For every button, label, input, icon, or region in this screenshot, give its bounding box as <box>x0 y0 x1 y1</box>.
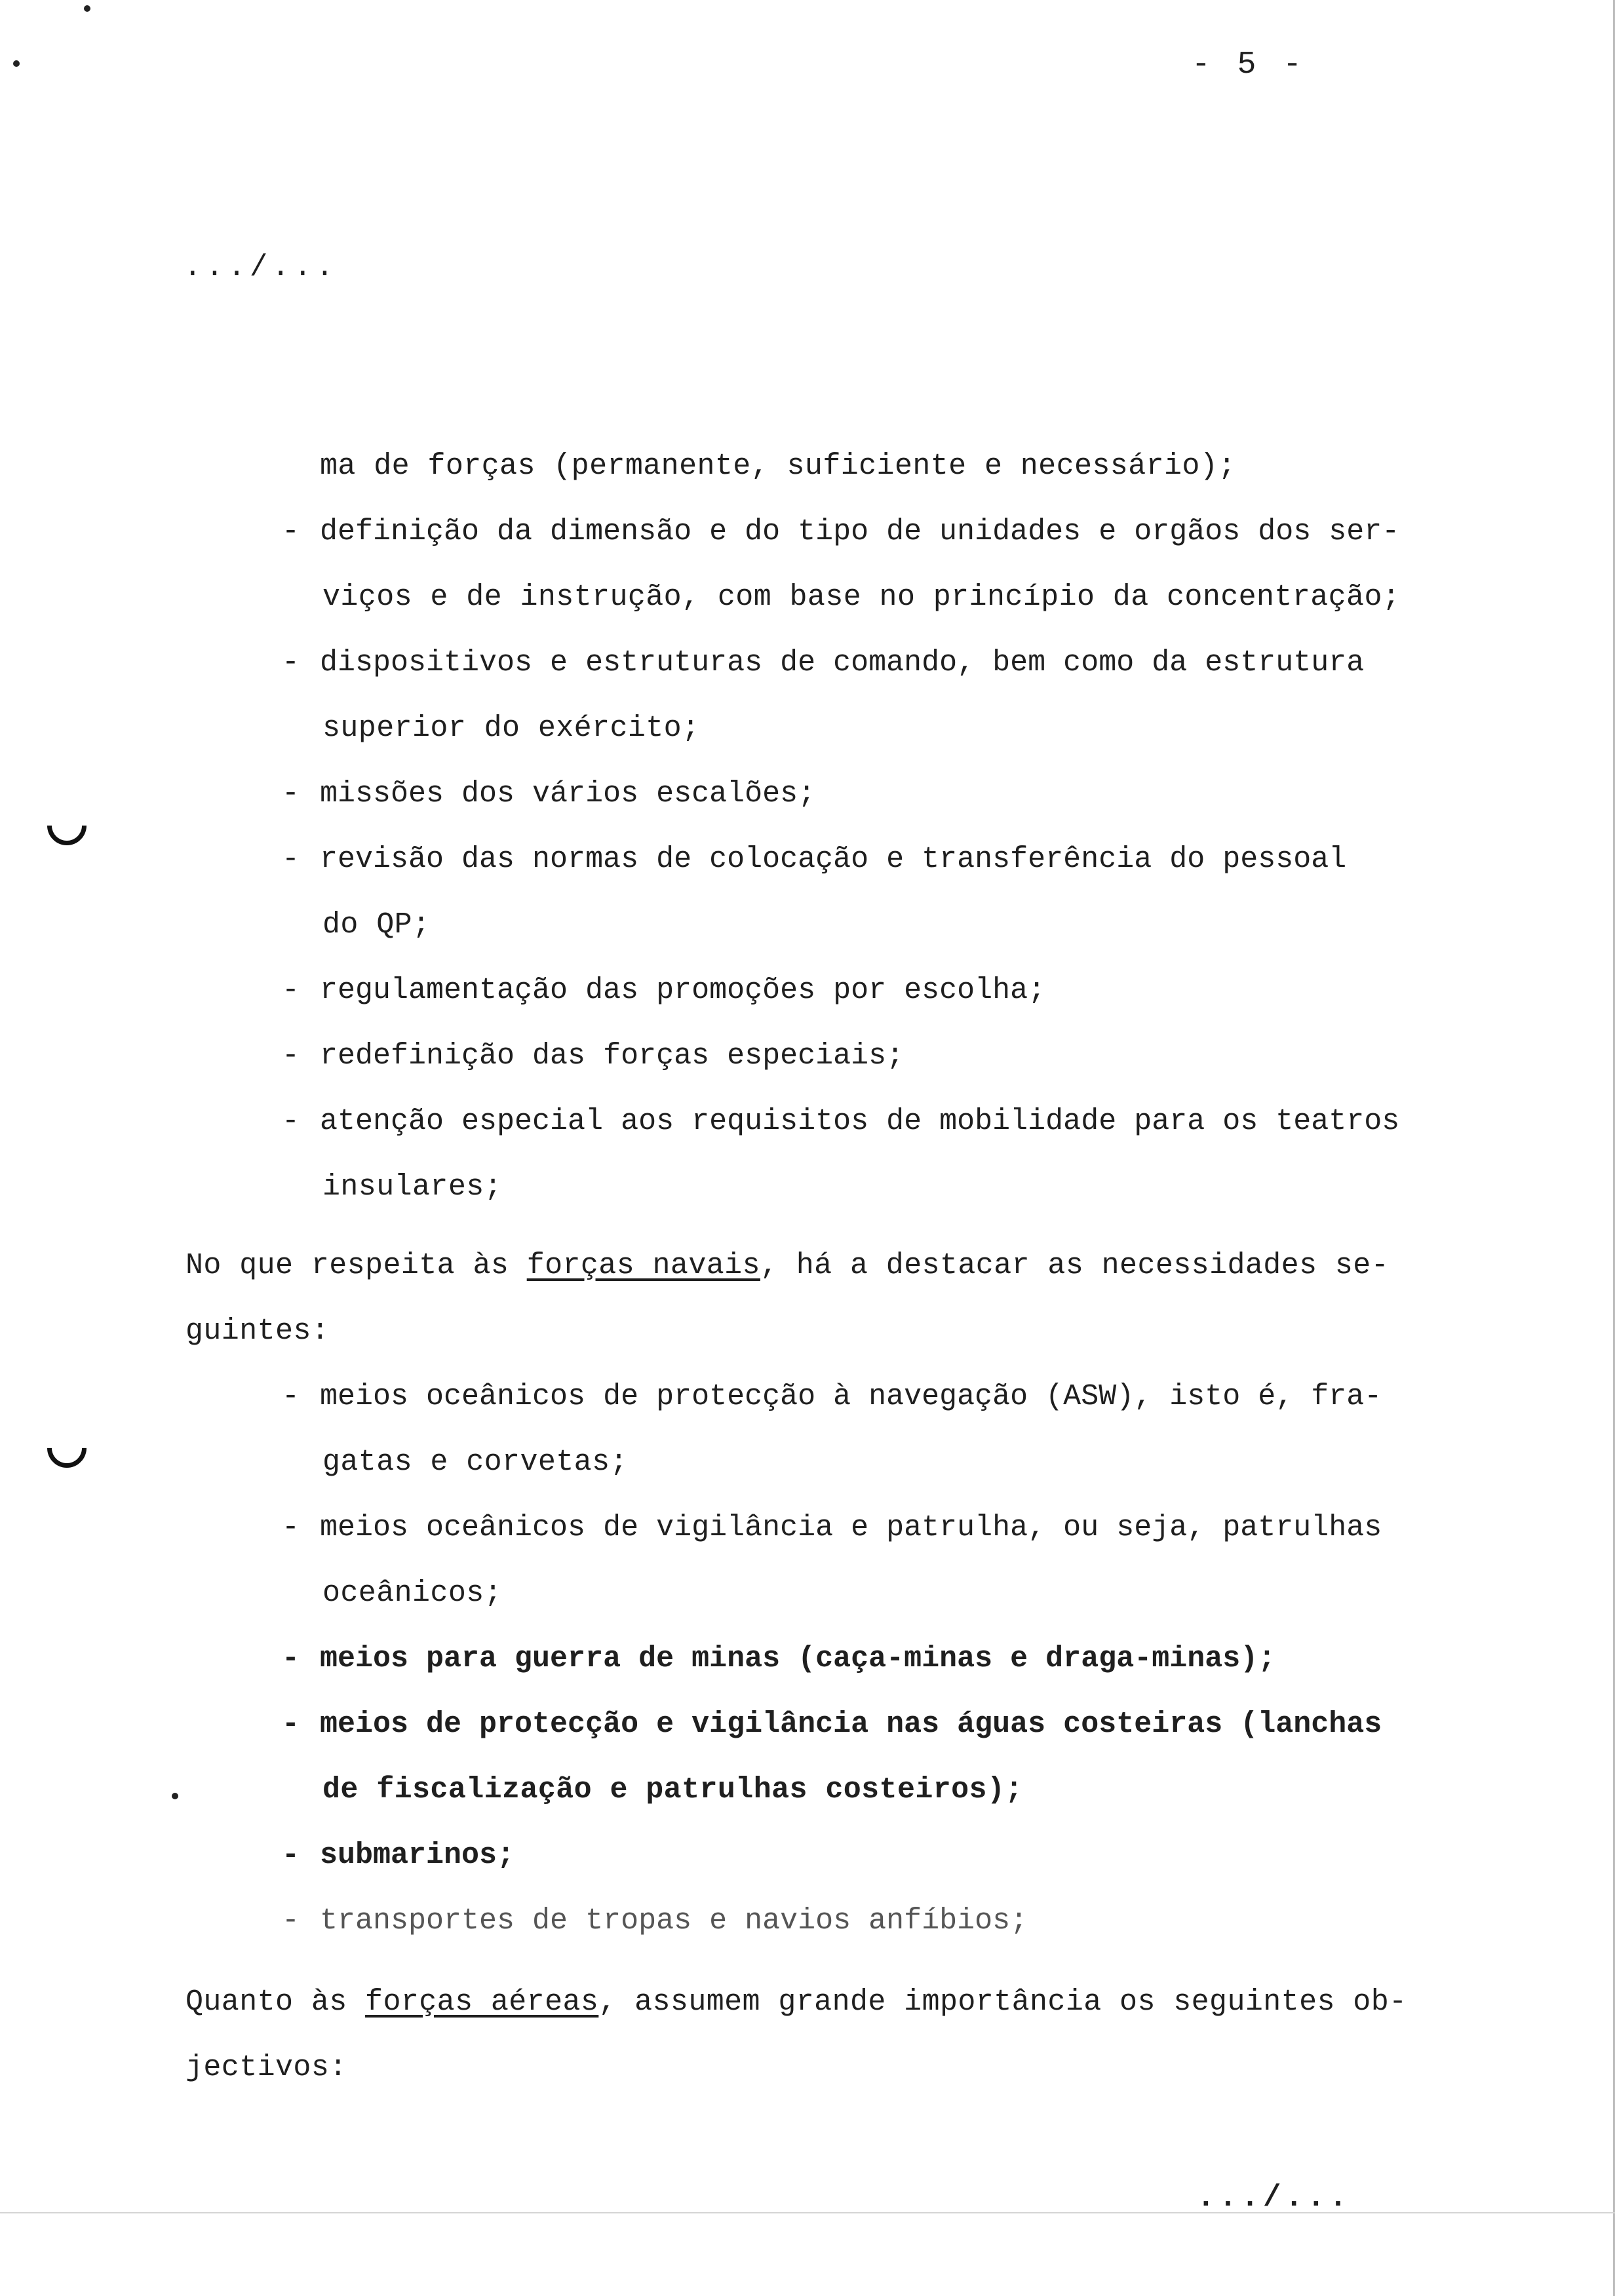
list-item: - regulamentação das promoções por escolha; <box>282 974 1046 1007</box>
text-line: ma de forças (permanente, suficiente e necessário); <box>320 450 1236 483</box>
list-item-continuation: superior do exército; <box>322 712 700 745</box>
bottom-rule <box>0 2212 1615 2213</box>
air-heading: forças aéreas <box>365 1985 599 2019</box>
naval-intro: No que respeita às forças navais, há a destacar as necessidades se- <box>185 1249 1390 1282</box>
list-item: - missões dos vários escalões; <box>282 777 816 811</box>
list-item: - atenção especial aos requisitos de mobilidade para os teatros <box>282 1105 1400 1138</box>
margin-check-icon <box>39 1421 95 1476</box>
naval-intro-continuation: guintes: <box>185 1314 330 1348</box>
naval-heading: forças navais <box>526 1249 760 1282</box>
continuation-marker-top: .../... <box>184 250 338 284</box>
air-intro-continuation: jectivos: <box>185 2051 347 2084</box>
margin-dot <box>13 60 20 67</box>
air-intro: Quanto às forças aéreas, assumem grande importância os seguintes ob- <box>185 1985 1407 2019</box>
list-item: - meios para guerra de minas (caça-minas e draga-minas); <box>282 1642 1276 1675</box>
list-item-continuation: de fiscalização e patrulhas costeiros); <box>322 1773 1023 1807</box>
list-item: - submarinos; <box>282 1839 515 1872</box>
list-item-continuation: oceânicos; <box>322 1577 503 1610</box>
page-number: - 5 - <box>1192 47 1306 83</box>
list-item: - meios de protecção e vigilância nas águas costeiras (lanchas <box>282 1708 1382 1741</box>
list-item-continuation: do QP; <box>322 908 431 942</box>
list-item: - definição da dimensão e do tipo de unidades e orgãos dos ser- <box>282 515 1400 548</box>
list-item: - revisão das normas de colocação e transferência do pessoal <box>282 843 1347 876</box>
list-item-continuation: gatas e corvetas; <box>322 1445 628 1479</box>
list-item: - redefinição das forças especiais; <box>282 1039 905 1073</box>
list-item: - meios oceânicos de protecção à navegação (ASW), isto é, fra- <box>282 1380 1382 1413</box>
continuation-marker-bottom: .../... <box>1197 2181 1352 2215</box>
list-item: - transportes de tropas e navios anfíbios; <box>282 1904 1028 1938</box>
list-item: - dispositivos e estruturas de comando, bem como da estrutura <box>282 646 1365 679</box>
margin-check-icon <box>39 798 95 854</box>
list-item-continuation: viços e de instrução, com base no princípio da concentração; <box>322 581 1401 614</box>
list-item-continuation: insulares; <box>322 1170 503 1204</box>
margin-dot <box>84 5 90 12</box>
list-item: - meios oceânicos de vigilância e patrulha, ou seja, patrulhas <box>282 1511 1382 1544</box>
margin-dot <box>172 1793 178 1799</box>
